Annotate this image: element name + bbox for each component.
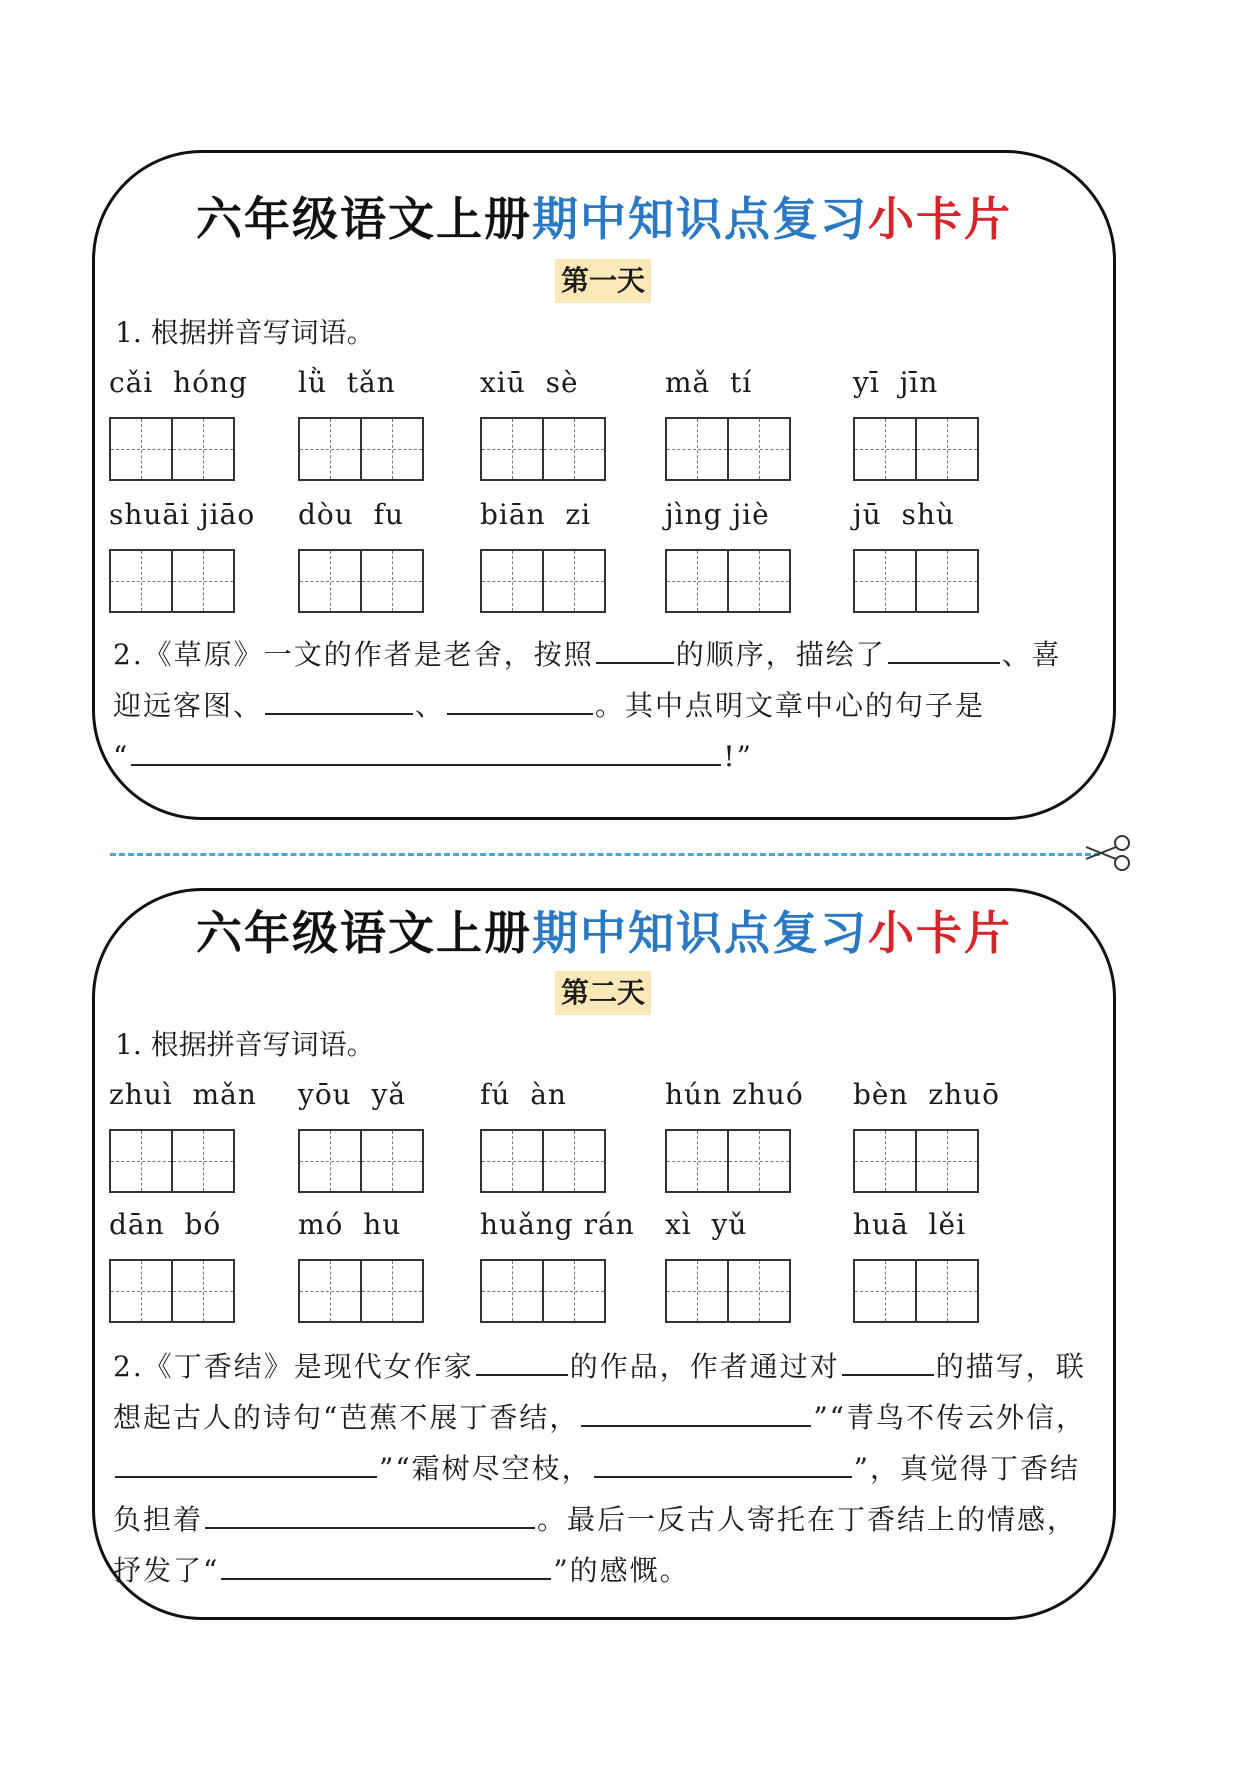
- answer-blank[interactable]: [447, 712, 593, 715]
- pinyin-item: [480, 1205, 635, 1323]
- pinyin-item: [109, 1075, 257, 1193]
- answer-blank[interactable]: [594, 1475, 852, 1478]
- q2-segment: 2.《丁香结》是现代女作家: [113, 1350, 474, 1383]
- q2-segment: 的顺序，描绘了: [675, 638, 886, 671]
- title-part-black: 六年级语文上册: [196, 906, 532, 960]
- pinyin-item: [853, 1205, 993, 1323]
- writing-grid[interactable]: [109, 549, 235, 613]
- pinyin-text: zhuì mǎn: [109, 1078, 257, 1111]
- pinyin-item: [853, 495, 993, 613]
- writing-grid[interactable]: [853, 549, 979, 613]
- answer-blank[interactable]: [115, 1475, 377, 1478]
- answer-blank[interactable]: [596, 661, 674, 664]
- pinyin-item: [480, 495, 620, 613]
- title-part-blue: 期中知识点复习: [532, 192, 868, 246]
- pinyin-text: lǜ tǎn: [298, 366, 396, 399]
- pinyin-text: shuāi jiāo: [109, 498, 256, 531]
- card-title: [95, 183, 1113, 249]
- pinyin-item: [298, 363, 438, 481]
- writing-grid[interactable]: [665, 417, 791, 481]
- day-label: 第二天: [555, 971, 651, 1015]
- title-part-red: 小卡片: [868, 906, 1012, 960]
- q2-segment: ”的感慨。: [553, 1554, 690, 1587]
- pinyin-row-2: [95, 495, 1113, 615]
- pinyin-text: hún zhuó: [665, 1078, 804, 1111]
- pinyin-item: [853, 363, 993, 481]
- q2-segment: 、: [415, 689, 446, 722]
- q2-segment: ”“青鸟不传云外信，: [813, 1401, 1086, 1434]
- pinyin-text: yōu yǎ: [298, 1078, 407, 1111]
- q2-segment: 2.《草原》一文的作者是老舍，按照: [113, 638, 594, 671]
- pinyin-item: [298, 495, 438, 613]
- q2-segment: ”，真觉得丁香结负担着: [113, 1452, 1080, 1536]
- pinyin-item: [109, 495, 256, 613]
- writing-grid[interactable]: [298, 417, 424, 481]
- pinyin-text: huǎng rán: [480, 1208, 635, 1241]
- answer-blank[interactable]: [205, 1526, 535, 1529]
- writing-grid[interactable]: [480, 549, 606, 613]
- answer-blank[interactable]: [265, 712, 413, 715]
- pinyin-text: huā lěi: [853, 1208, 967, 1241]
- pinyin-text: xì yǔ: [665, 1208, 748, 1241]
- writing-grid[interactable]: [480, 1259, 606, 1323]
- writing-grid[interactable]: [109, 1129, 235, 1193]
- pinyin-item: [298, 1075, 438, 1193]
- pinyin-item: [665, 495, 805, 613]
- pinyin-row-2: [95, 1205, 1113, 1325]
- writing-grid[interactable]: [109, 1259, 235, 1323]
- card-title: [95, 897, 1113, 963]
- title-part-blue: 期中知识点复习: [532, 906, 868, 960]
- q2-segment: 。最后一反古人寄托在丁香结上的情感，抒发了“: [113, 1503, 1078, 1587]
- question-1-prompt: 1. 根据拼音写词语。: [115, 316, 375, 349]
- q2-segment: 。其中点明文章中心的句子是: [595, 689, 986, 722]
- writing-grid[interactable]: [298, 549, 424, 613]
- answer-blank[interactable]: [476, 1373, 568, 1376]
- writing-grid[interactable]: [480, 417, 606, 481]
- pinyin-text: dān bó: [109, 1208, 222, 1241]
- pinyin-item: [109, 363, 249, 481]
- pinyin-text: cǎi hóng: [109, 366, 248, 399]
- question-1-prompt: 1. 根据拼音写词语。: [115, 1028, 375, 1061]
- pinyin-text: mó hu: [298, 1208, 402, 1241]
- writing-grid[interactable]: [665, 549, 791, 613]
- pinyin-item: [665, 1075, 805, 1193]
- pinyin-item: [853, 1075, 1001, 1193]
- pinyin-row-1: [95, 363, 1113, 483]
- pinyin-item: [665, 1205, 805, 1323]
- question-2-text: [113, 1341, 1087, 1596]
- pinyin-text: bèn zhuō: [853, 1078, 1001, 1111]
- writing-grid[interactable]: [298, 1259, 424, 1323]
- answer-blank[interactable]: [131, 763, 721, 766]
- q2-segment: 、喜迎远客图、: [113, 638, 1062, 722]
- scissors-icon: [1084, 833, 1132, 873]
- writing-grid[interactable]: [853, 1259, 979, 1323]
- answer-blank[interactable]: [221, 1577, 551, 1580]
- answer-blank[interactable]: [842, 1373, 934, 1376]
- writing-grid[interactable]: [853, 1129, 979, 1193]
- pinyin-text: biān zi: [480, 498, 592, 531]
- pinyin-text: jìng jiè: [665, 498, 770, 531]
- pinyin-text: mǎ tí: [665, 366, 753, 399]
- writing-grid[interactable]: [480, 1129, 606, 1193]
- title-part-black: 六年级语文上册: [196, 192, 532, 246]
- pinyin-text: jū shù: [853, 498, 955, 531]
- writing-grid[interactable]: [109, 417, 235, 481]
- writing-grid[interactable]: [298, 1129, 424, 1193]
- review-card-day-1: [92, 150, 1116, 820]
- pinyin-item: [480, 1075, 620, 1193]
- question-2-text: [113, 629, 1087, 782]
- pinyin-item: [480, 363, 620, 481]
- q2-segment: ”“霜树尽空枝，: [379, 1452, 592, 1485]
- pinyin-item: [298, 1205, 438, 1323]
- pinyin-row-1: [95, 1075, 1113, 1195]
- answer-blank[interactable]: [888, 661, 1000, 664]
- review-card-day-2: [92, 888, 1116, 1620]
- q2-segment: 的作品，作者通过对: [569, 1350, 840, 1383]
- writing-grid[interactable]: [665, 1129, 791, 1193]
- q2-segment: !”: [723, 740, 753, 773]
- q2-segment: 的描写，联想起古人的诗句“芭蕉不展丁香结，: [113, 1350, 1086, 1434]
- pinyin-text: yī jīn: [853, 366, 939, 399]
- q2-segment: “: [113, 740, 130, 773]
- pinyin-text: fú àn: [480, 1078, 567, 1111]
- writing-grid[interactable]: [665, 1259, 791, 1323]
- pinyin-item: [665, 363, 805, 481]
- writing-grid[interactable]: [853, 417, 979, 481]
- pinyin-item: [109, 1205, 249, 1323]
- answer-blank[interactable]: [581, 1424, 811, 1427]
- cut-line: [110, 853, 1100, 856]
- day-label: 第一天: [555, 259, 651, 303]
- pinyin-text: dòu fu: [298, 498, 405, 531]
- title-part-red: 小卡片: [868, 192, 1012, 246]
- pinyin-text: xiū sè: [480, 366, 579, 399]
